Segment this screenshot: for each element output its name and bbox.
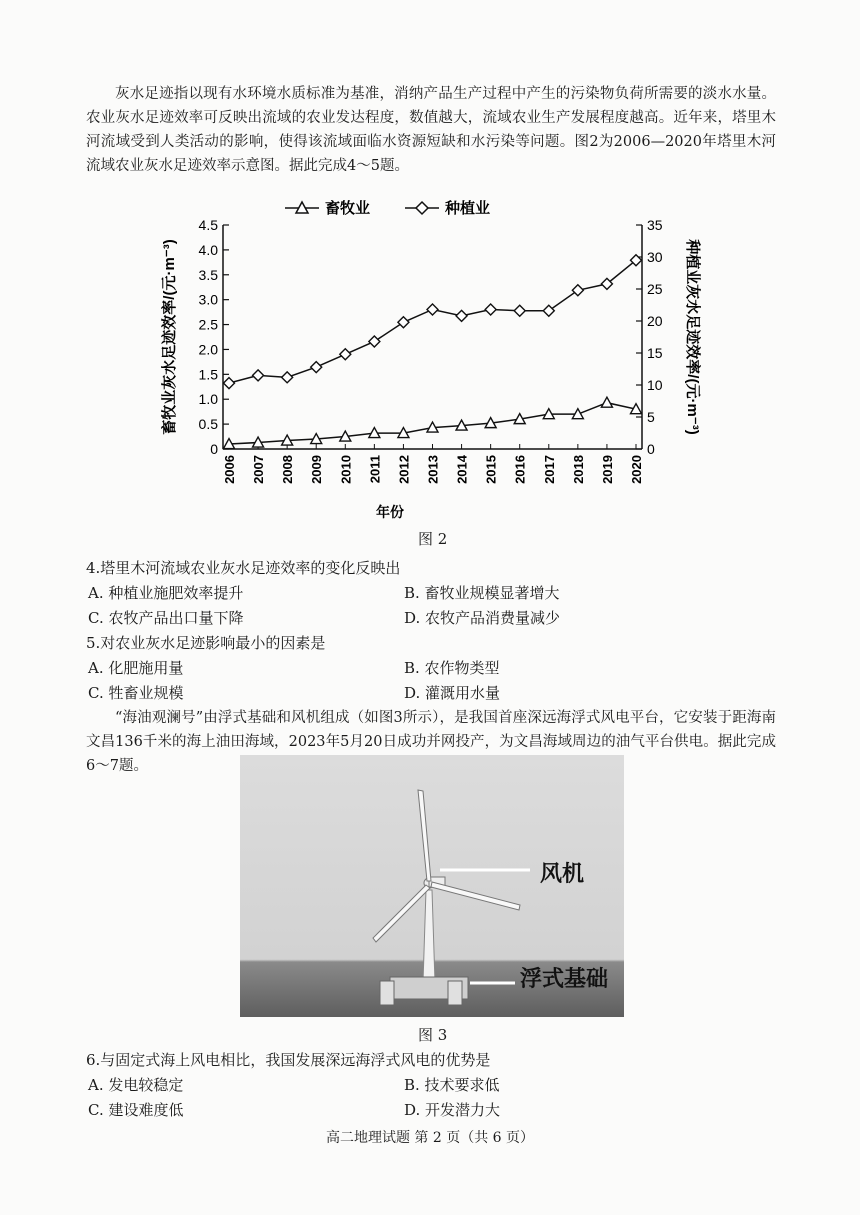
x-tick-label: 2016 [512,455,528,484]
right-tick-label: 5 [647,409,655,425]
intro-2-text: “海油观澜号”由浮式基础和风机组成（如图3所示），是我国首座深远海浮式风电平台，它安装于距海南文昌136千米的海上油田海域，2023年5月20日成功并网投产，为文昌海域周边的油气平台供电。据此完成6～7题。 [86,710,776,774]
left-tick-label: 3.5 [198,266,218,283]
planting-data-point [572,285,583,296]
question-6-option-a: A. 发电较稳定 [88,1076,184,1094]
x-tick-label: 2009 [309,455,325,484]
question-4-stem: 4.塔里木河流域农业灰水足迹效率的变化反映出 [86,559,401,577]
question-4-option-c: C. 农牧产品出口量下降 [88,609,244,627]
question-6-option-c: C. 建设难度低 [88,1101,184,1119]
x-tick-label: 2010 [338,455,354,484]
page-footer: 高二地理试题 第 2 页（共 6 页） [325,1130,535,1146]
right-tick-label: 35 [647,217,663,233]
left-tick-label: 1.5 [198,366,218,383]
planting-data-point [340,349,351,360]
planting-data-point [224,378,235,389]
planting-data-point [456,310,467,321]
turbine-blade [373,885,430,942]
intro-text: 灰水足迹指以现有水环境水质标准为基准，消纳产品生产过程中产生的污染物负荷所需要的淡水水量。农业灰水足迹效率可反映出流域的农业发达程度，数值越大，流域农业生产发展程度越高。近年来，塔里木河流域受到人类活动的影响，使得该流域面临水资源短缺和水污染等问题。图2为2006—2020年塔里木河流域农业灰水足迹效率示意图。据此完成4～5题。 [86,86,776,174]
livestock-data-point [601,397,612,407]
figure-2-caption: 图 2 [418,530,448,548]
floating-base-column [380,981,394,1005]
right-tick-label: 15 [647,345,663,361]
question-4-option-d: D. 农牧产品消费量减少 [404,609,561,627]
planting-data-point [369,336,380,347]
x-tick-label: 2020 [629,455,644,484]
right-tick-label: 0 [647,441,655,457]
x-tick-label: 2007 [251,455,267,484]
floating-base-column [448,981,462,1005]
question-5-option-b: B. 农作物类型 [404,659,500,677]
left-tick-label: 4.0 [198,241,218,258]
x-tick-label: 2017 [541,455,557,484]
planting-data-point [398,317,409,328]
legend-label: 畜牧业 [325,200,371,217]
x-tick-label: 2011 [367,455,383,484]
x-tick-label: 2019 [599,455,615,484]
question-5-option-d: D. 灌溉用水量 [404,684,501,702]
planting-data-point [427,304,438,315]
turbine-blade [418,790,431,881]
question-5-option-a: A. 化肥施用量 [88,659,184,677]
x-tick-label: 2013 [425,455,441,484]
figure-3-caption: 图 3 [418,1026,448,1044]
right-tick-label: 20 [647,313,663,329]
x-tick-label: 2008 [280,455,296,484]
planting-data-point [485,304,496,315]
x-tick-label: 2006 [222,455,237,484]
question-6-stem: 6.与固定式海上风电相比，我国发展深远海浮式风电的优势是 [86,1051,491,1069]
planting-data-point [543,305,554,316]
x-tick-label: 2012 [396,455,412,484]
legend-label: 种植业 [445,200,491,217]
turbine-blade [431,882,520,910]
planting-data-point [253,370,264,381]
right-tick-label: 30 [647,249,663,265]
turbine-label: 风机 [540,862,585,887]
question-5-option-c: C. 牲畜业规模 [88,684,184,702]
question-4-option-a: A. 种植业施肥效率提升 [88,584,244,602]
question-6-option-d: D. 开发潜力大 [404,1101,501,1119]
right-tick-label: 25 [647,281,663,297]
planting-data-point [311,362,322,373]
left-tick-label: 1.0 [198,391,218,408]
question-6-option-b: B. 技术要求低 [404,1076,500,1094]
left-axis-label: 畜牧业灰水足迹效率/(元·m⁻³) [161,239,178,435]
series-line-diamond [229,260,636,383]
floating-base-label: 浮式基础 [520,967,609,992]
question-5-stem: 5.对农业灰水足迹影响最小的因素是 [86,634,326,652]
left-tick-label: 2.5 [198,316,218,333]
question-4-option-b: B. 畜牧业规模显著增大 [404,584,560,602]
x-axis-label: 年份 [376,504,404,520]
figure-2-chart [150,195,710,525]
intro-paragraph [86,82,776,178]
x-tick-label: 2015 [483,455,499,484]
figure-3-photo [240,755,624,1017]
legend-diamond-marker [416,202,428,214]
left-tick-label: 0 [210,441,218,457]
left-tick-label: 2.0 [198,341,218,358]
planting-data-point [282,372,293,383]
turbine-tower [423,890,435,983]
right-axis-label: 种植业灰水足迹效率/(元·m⁻³) [684,239,701,435]
left-tick-label: 4.5 [198,217,218,233]
right-tick-label: 10 [647,377,663,393]
left-tick-label: 3.0 [198,291,218,308]
x-tick-label: 2014 [454,455,470,484]
x-tick-label: 2018 [570,455,586,484]
planting-data-point [514,305,525,316]
left-tick-label: 0.5 [198,416,218,433]
